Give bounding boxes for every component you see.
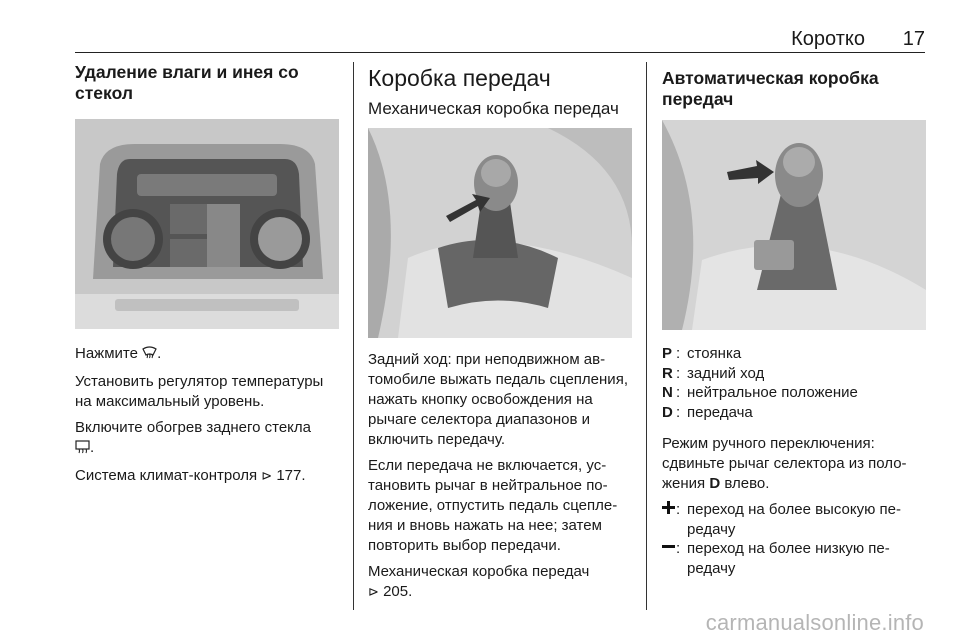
column-gearbox [368,62,633,602]
page-section-title: Коротко [791,28,865,50]
column-automatic [662,62,927,578]
manual-gear-lever-image [368,128,632,338]
manual-shift-legend [662,500,927,578]
section-heading-automatic: Автоматическая коробка передач [662,68,879,109]
section-heading-gearbox: Коробка передач [368,65,551,91]
page-reference-icon: ⊳ [261,468,273,483]
page-header [75,26,925,53]
legend-item: N : нейтральное положение [662,384,858,401]
plus-icon [662,500,676,539]
page-number: 17 [902,28,925,50]
legend-item: : переход на более низкую передачу [662,539,927,578]
page-reference-icon: ⊳ [368,584,379,599]
paragraph: Установить регулятор температуры на максимальный уровень. [75,373,324,410]
gear-positions-legend [662,344,927,422]
paragraph: Включите обогрев заднего стекла . [75,418,340,460]
column-divider [353,62,354,610]
climate-control-panel-image [75,119,339,329]
paragraph: Режим ручного переключения: сдвиньте рычаг селектора из положения D влево. [662,435,907,492]
legend-item: : переход на более высокую передачу [662,500,927,539]
rear-window-heater-icon [75,440,90,460]
column-divider [646,62,647,610]
page-reference-link[interactable]: 177. [276,467,306,484]
windshield-defrost-icon [142,346,157,366]
paragraph: Задний ход: при неподвижном автомобиле выжать педаль сцепления, нажать кнопку освобождения на рычаге селектора диапазонов и включить передачу. [368,351,628,448]
minus-icon [662,539,676,578]
legend-item: P : стоянка [662,345,742,362]
paragraph: Если передача не включается, установить рычаг в нейтральное положение, отпустить педаль сцепления и вновь нажать на нее; затем повторить выбор передачи. [368,457,618,554]
automatic-gear-lever-image [662,120,926,330]
subheading-manual-gearbox: Механическая коробка передач [368,99,619,118]
paragraph: Механическая коробка передач ⊳ 205. [368,563,590,600]
section-heading-defog: Удаление влаги и инея со стекол [75,62,299,103]
legend-item: R : задний ход [662,364,765,382]
paragraph: Нажмите . [75,344,340,366]
paragraph: Система климат-контроля ⊳ 177. [75,467,306,484]
watermark: carmanualsonline.info [705,610,924,635]
column-defog [75,62,340,486]
legend-item: D : передача [662,403,753,421]
page-reference-link[interactable]: 205. [383,583,413,600]
